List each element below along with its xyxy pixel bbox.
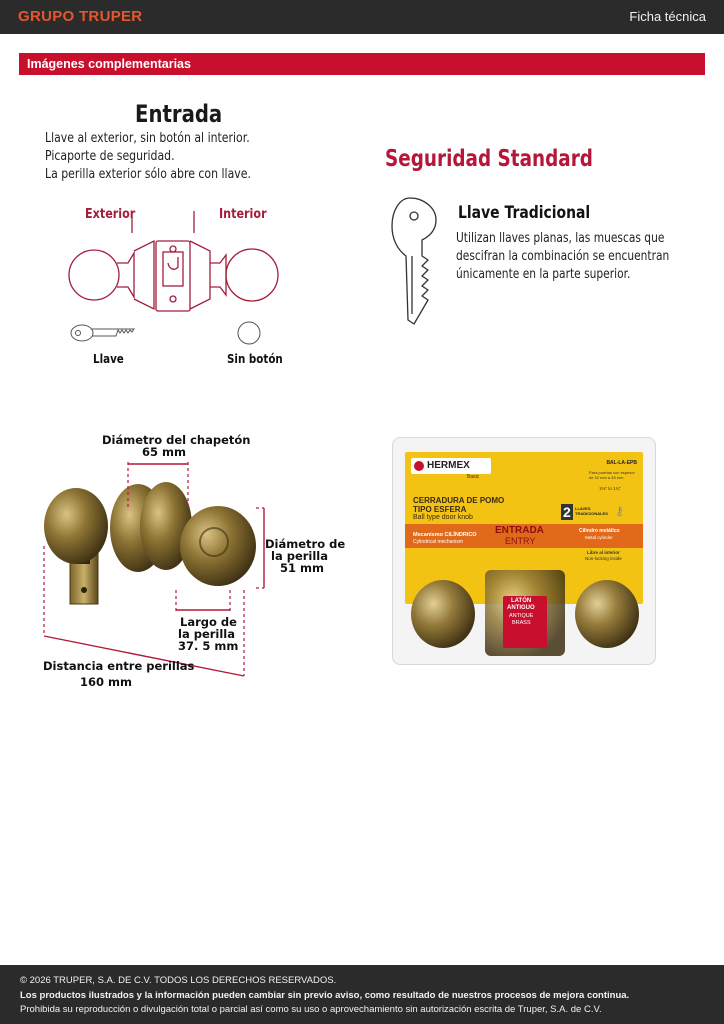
package-keys-text: LLAVES TRADICIONALES <box>575 506 608 516</box>
package-type-es: ENTRADA <box>495 525 544 536</box>
entrada-desc-line-1: Llave al exterior, sin botón al interior. <box>45 131 250 146</box>
package-knob-right <box>575 580 639 648</box>
package-knob-left <box>411 580 475 648</box>
exterior-label: Exterior <box>85 207 136 222</box>
package-mechanism-es: Mecanismo CILÍNDRICO <box>413 532 477 538</box>
section-header <box>19 53 705 75</box>
section-title: Imágenes complementarias <box>27 57 191 71</box>
keys-icon: ⚷ <box>615 504 624 518</box>
package-title-1: CERRADURA DE POMO <box>413 496 505 505</box>
package-type-en: ENTRY <box>505 536 536 546</box>
exterior-knob-shape <box>69 250 119 300</box>
llave-desc-line-3: únicamente en la parte superior. <box>456 267 631 282</box>
chapeton-value: 65 mm <box>142 445 186 459</box>
exterior-knob <box>44 488 108 564</box>
package-finish-2: ANTIGUO <box>507 605 535 611</box>
largo-label-1: Largo de <box>180 615 237 629</box>
package-cylinder-es: Cilindro metálico <box>579 528 620 534</box>
footer-legal: Prohibida su reproducción o divulgación total o parcial así como su uso o aprovechamiento sin autorización escrita de Truper, S.A. de C.V. <box>20 1004 602 1015</box>
interior-label: Interior <box>219 207 267 222</box>
interior-knob-shape <box>226 249 278 301</box>
entrada-title: Entrada <box>135 100 223 128</box>
sin-boton-label: Sin botón <box>227 352 283 366</box>
lock-dimension-drawing <box>38 450 278 680</box>
top-bar <box>0 0 724 34</box>
package-free-en: Non-locking inside <box>585 556 622 561</box>
llave-desc-line-2: descifran la combinación se encuentran <box>456 249 670 264</box>
interior-knob <box>180 506 256 586</box>
package-code: BAL-LA-EPB <box>606 460 637 466</box>
sin-boton-icon <box>238 322 260 344</box>
largo-label-2: la perilla <box>178 627 235 641</box>
package-brand: HERMEX <box>427 460 470 471</box>
package-free-es: Libre al interior <box>587 550 620 555</box>
package-finish-1: LATÓN <box>511 598 532 604</box>
llave-label: Llave <box>93 352 124 366</box>
footer-copyright: © 2026 TRUPER, S.A. DE C.V. TODOS LOS DERECHOS RESERVADOS. <box>20 975 337 986</box>
document-type: Ficha técnica <box>629 9 706 24</box>
package-title-en: Ball type door knob <box>413 514 473 521</box>
package-finish-3: ANTIQUE <box>509 613 534 619</box>
chapeton-label: Diámetro del chapetón <box>102 433 251 447</box>
hermex-logo-icon <box>414 461 424 471</box>
package-mechanism-en: Cylindrical mechanism <box>413 539 464 545</box>
brand-logo: GRUPO TRUPER <box>18 8 143 25</box>
largo-value: 37. 5 mm <box>178 639 239 653</box>
distancia-label: Distancia entre perillas <box>43 659 195 673</box>
package-keys-count: 2 <box>563 504 571 520</box>
traditional-key-icon <box>390 196 440 328</box>
package-door-thickness: 1⅜" to 1¾" <box>599 486 621 491</box>
perilla-diam-label-2: la perilla <box>271 549 328 563</box>
llave-desc-line-1: Utilizan llaves planas, las muescas que <box>456 231 665 246</box>
package-title-2: TIPO ESFERA <box>413 505 467 514</box>
entrada-lock-diagram <box>60 205 290 345</box>
entrada-desc-line-2: Picaporte de seguridad. <box>45 149 175 164</box>
package-finish-4: BRASS <box>512 620 531 626</box>
footer <box>0 965 724 1024</box>
package-keys-box <box>561 504 633 526</box>
package-brand-badge <box>411 458 491 474</box>
package-cylinder-en: Metal cylinder <box>585 535 613 540</box>
llave-key-icon <box>71 325 134 341</box>
perilla-diam-label-1: Diámetro de <box>265 537 346 551</box>
entrada-desc-line-3: La perilla exterior sólo abre con llave. <box>45 167 251 182</box>
llave-tradicional-title: Llave Tradicional <box>458 203 591 223</box>
package-type-band <box>405 524 643 548</box>
distancia-value: 160 mm <box>80 675 132 689</box>
seguridad-title: Seguridad Standard <box>385 146 593 172</box>
package-door-note: Para puertas con espesor de 32 mm a 45 mm <box>589 470 635 480</box>
footer-notice: Los productos ilustrados y la información pueden cambiar sin previo aviso, como resultado de nuestros procesos de mejora continua. <box>20 990 630 1001</box>
perilla-diam-value: 51 mm <box>280 561 324 575</box>
package-sub-brand: Basic <box>467 474 480 480</box>
product-package <box>392 437 656 665</box>
